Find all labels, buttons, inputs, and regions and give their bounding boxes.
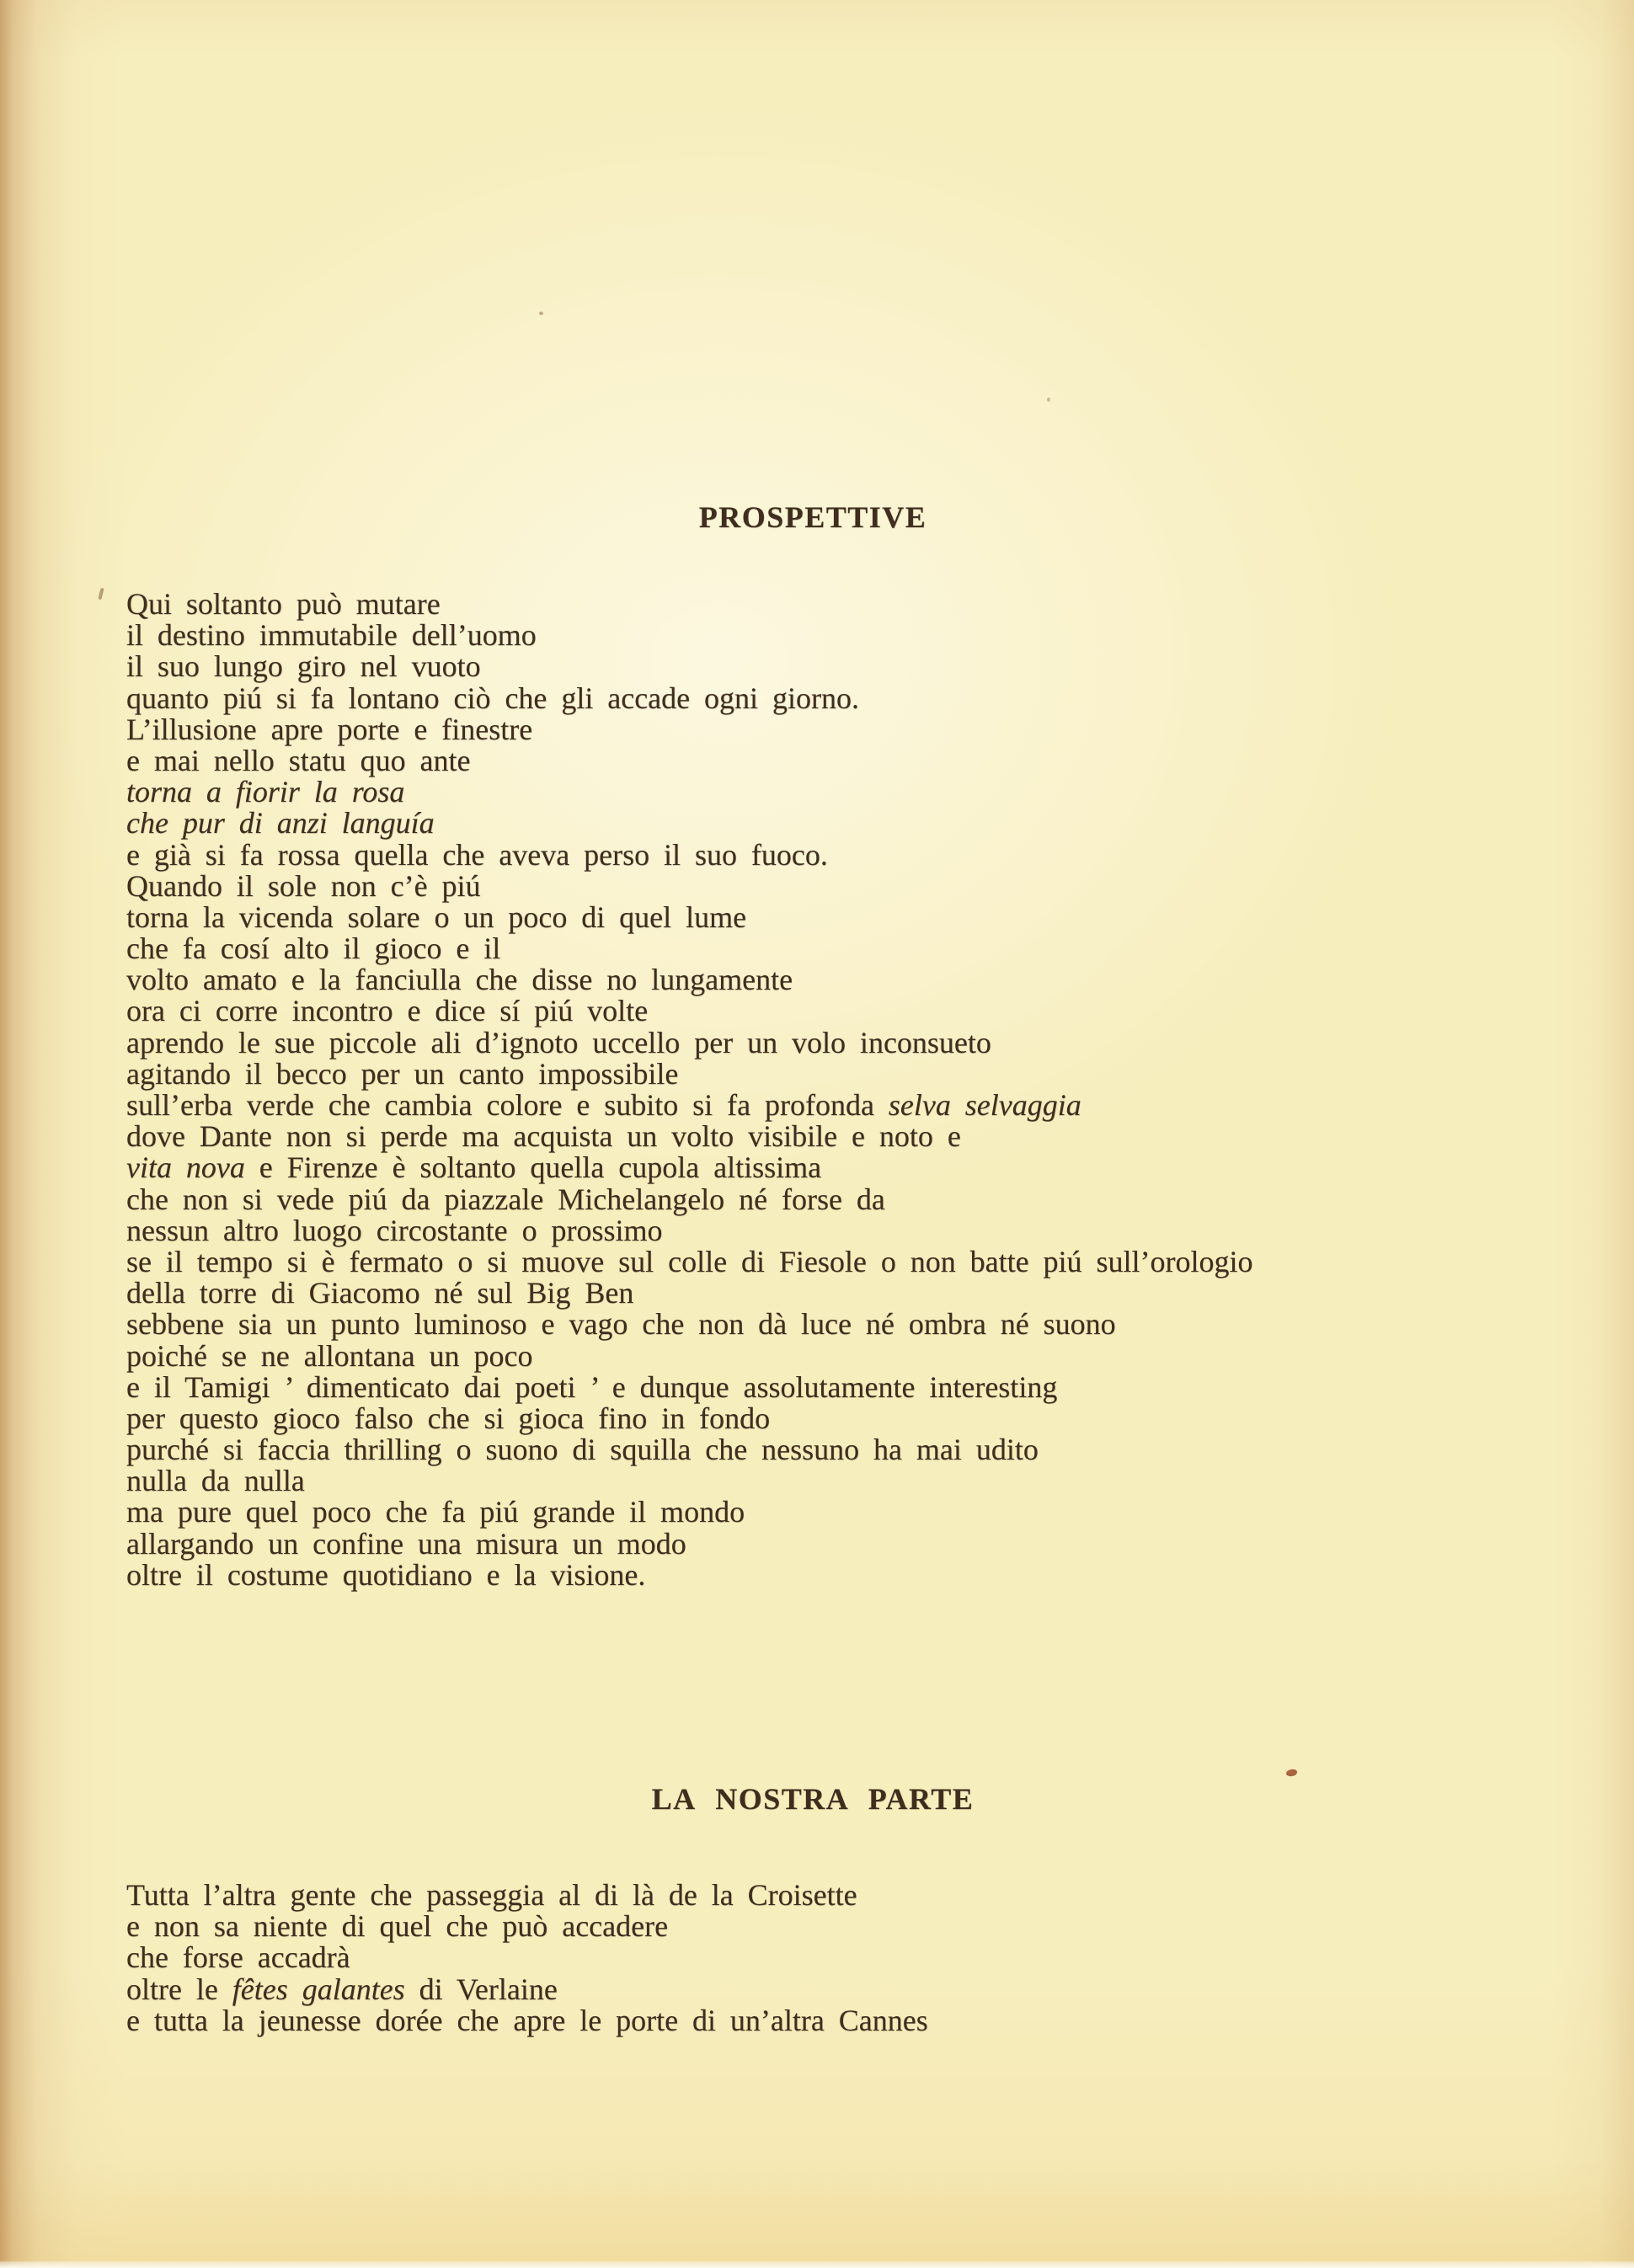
poem-segment-italic: selva selvaggia bbox=[888, 1088, 1081, 1122]
poem-line bbox=[126, 620, 1516, 651]
poem-line bbox=[126, 1246, 1516, 1278]
poem-segment: Quando il sole non c’è piú bbox=[126, 868, 481, 903]
poem-line bbox=[126, 899, 1516, 934]
poem-prospettive bbox=[126, 589, 1516, 1591]
poem-segment-italic: che pur di anzi languía bbox=[126, 806, 435, 840]
poem-segment: nessun altro luogo circostante o prossimo bbox=[126, 1213, 663, 1247]
poem-segment: allargando un confine una misura un modo bbox=[126, 1526, 686, 1561]
poem-line bbox=[126, 1152, 1516, 1183]
poem-line bbox=[126, 1434, 1516, 1465]
poem-segment: sebbene sia un punto luminoso e vago che non dà luce né ombra né suono bbox=[126, 1307, 1116, 1342]
poem-segment: quanto piú si fa lontano ciò che gli accade ogni giorno. bbox=[126, 680, 859, 715]
paper-speck bbox=[1047, 398, 1050, 402]
poem-segment: e tutta la jeunesse dorée che apre le porte di un’altra Cannes bbox=[126, 2003, 928, 2037]
poem-segment: aprendo le sue piccole ali d’ignoto uccello per un volo inconsueto bbox=[126, 1025, 991, 1059]
poem-segment: sull’erba verde che cambia colore e subito si fa profonda bbox=[126, 1088, 889, 1122]
poem-line bbox=[126, 745, 1516, 776]
poem-segment: torna la vicenda solare o un poco di quel lume bbox=[126, 899, 747, 934]
poem-line bbox=[126, 995, 1516, 1027]
poem-segment: e il Tamigi ’ dimenticato dai poeti ’ e dunque assolutamente interesting bbox=[126, 1369, 1058, 1404]
poem-segment: L’illusione apre porte e finestre bbox=[126, 712, 533, 746]
poem-line bbox=[126, 1911, 1516, 1942]
paper-speck bbox=[98, 588, 104, 600]
poem-segment: oltre il costume quotidiano e la visione. bbox=[126, 1557, 646, 1592]
poem-line bbox=[126, 1338, 1516, 1373]
poem-line bbox=[126, 1309, 1516, 1340]
poem-segment: il suo lungo giro nel vuoto bbox=[126, 649, 481, 684]
poem-line bbox=[126, 933, 1516, 964]
poem-segment: se il tempo si è fermato o si muove sul colle di Fiesole o non batte piú sull’orologio bbox=[126, 1244, 1253, 1278]
poem-segment: e non sa niente di quel che può accadere bbox=[126, 1909, 669, 1944]
poem-segment: che fa cosí alto il gioco e il bbox=[126, 931, 501, 966]
poem-line bbox=[126, 1465, 1516, 1497]
poem-line bbox=[126, 1027, 1516, 1059]
poem-line bbox=[126, 1974, 1516, 2005]
poem-la-nostra-parte bbox=[126, 1880, 1516, 2036]
poem-segment: purché si faccia thrilling o suono di squilla che nessuno ha mai udito bbox=[126, 1433, 1039, 1467]
poem-line bbox=[126, 589, 1516, 620]
poem-segment: che non si vede piú da piazzale Michelangelo né forse da bbox=[126, 1182, 885, 1216]
poem-line bbox=[126, 1497, 1516, 1528]
poem-segment: agitando il becco per un canto impossibile bbox=[126, 1056, 679, 1091]
poem-segment: Qui soltanto può mutare bbox=[126, 587, 441, 621]
poem-line bbox=[126, 651, 1516, 682]
poem-line bbox=[126, 837, 1516, 872]
poem-line bbox=[126, 1403, 1516, 1434]
poem-segment-italic: torna a fiorir la rosa bbox=[126, 775, 405, 809]
poem-title-prospettive: PROSPETTIVE bbox=[698, 500, 927, 534]
poem-segment: Tutta l’altra gente che passeggia al di là de la Croisette bbox=[126, 1878, 857, 1912]
poem-line bbox=[126, 776, 1516, 808]
poem-line bbox=[126, 1557, 1516, 1592]
poem-segment: per questo gioco falso che si gioca fino in fondo bbox=[126, 1401, 771, 1435]
poem-segment-italic: vita nova bbox=[126, 1150, 245, 1185]
paper-speck bbox=[539, 312, 543, 315]
poem-line bbox=[126, 1090, 1516, 1121]
poem-line bbox=[126, 714, 1516, 745]
poem-line bbox=[126, 1369, 1516, 1404]
poem-segment: di Verlaine bbox=[404, 1972, 558, 2006]
poem-segment: ma pure quel poco che fa piú grande il mondo bbox=[126, 1495, 745, 1529]
poem-segment: della torre di Giacomo né sul Big Ben bbox=[126, 1276, 634, 1310]
poem-segment: il destino immutabile dell’uomo bbox=[126, 618, 537, 653]
poem-line bbox=[126, 1278, 1516, 1309]
poem-segment: dove Dante non si perde ma acquista un volto visibile e noto e bbox=[126, 1119, 961, 1154]
poem-segment: e già si fa rossa quella che aveva perso il suo fuoco. bbox=[126, 837, 828, 872]
poem-segment: e Firenze è soltanto quella cupola altissima bbox=[244, 1150, 822, 1185]
paper-speck bbox=[1286, 1769, 1298, 1777]
poem-line bbox=[126, 1880, 1516, 1911]
poem-segment: oltre le bbox=[126, 1972, 232, 2006]
poem-segment: e mai nello statu quo ante bbox=[126, 743, 471, 777]
poem-line bbox=[126, 1121, 1516, 1152]
poem-line bbox=[126, 964, 1516, 995]
poem-segment: nulla da nulla bbox=[126, 1464, 305, 1498]
poem-title-la-nostra-parte: LA NOSTRA PARTE bbox=[651, 1782, 975, 1816]
poem-line bbox=[126, 1184, 1516, 1215]
poem-segment: volto amato e la fanciulla che disse no lungamente bbox=[126, 963, 793, 997]
poem-line bbox=[126, 1526, 1516, 1561]
poem-segment: che forse accadrà bbox=[126, 1940, 350, 1975]
poem-line bbox=[126, 868, 1516, 903]
poem-segment: ora ci corre incontro e dice sí piú volte bbox=[126, 994, 649, 1028]
poem-line bbox=[126, 1215, 1516, 1246]
poem-segment: poiché se ne allontana un poco bbox=[126, 1338, 533, 1373]
poem-segment-italic: fêtes galantes bbox=[232, 1972, 405, 2006]
poem-line bbox=[126, 2005, 1516, 2036]
poem-line bbox=[126, 1942, 1516, 1973]
poem-line bbox=[126, 680, 1516, 715]
poem-line bbox=[126, 1056, 1516, 1091]
poem-line bbox=[126, 808, 1516, 839]
